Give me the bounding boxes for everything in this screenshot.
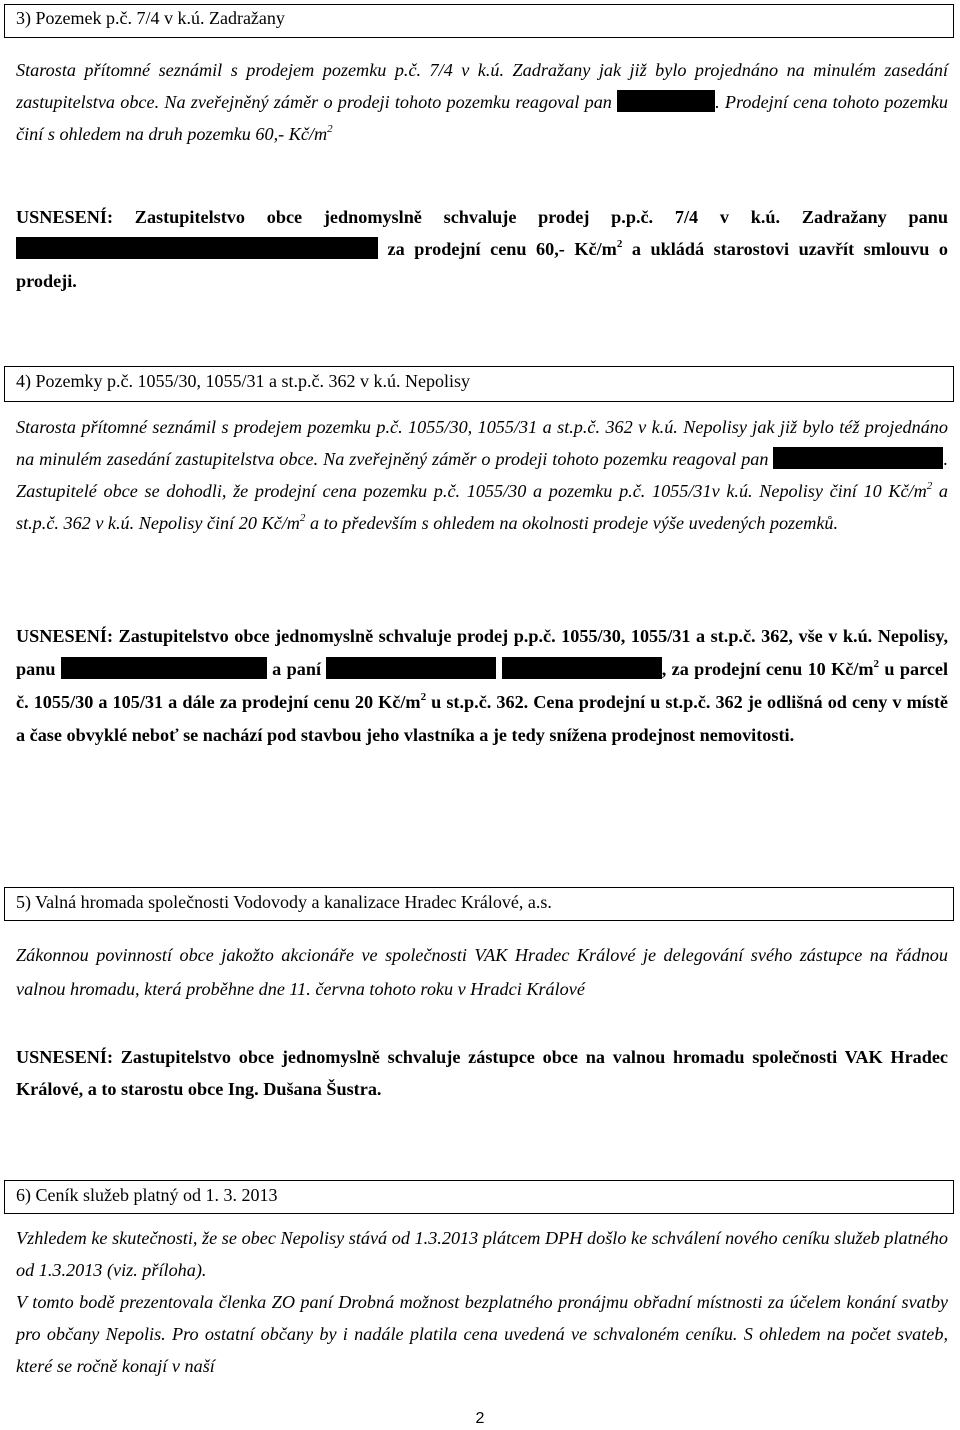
resolution-text-d: u parcel č. 1055/30 a 105/31 a dále za prodejní cenu 20 Kč/m	[16, 659, 949, 712]
redacted-name	[326, 657, 496, 679]
section-4-text-a: Starosta přítomné seznámil s prodejem pozemku p.č. 1055/30, 1055/31 a st.p.č. 362 v k.ú. Nepolisy jak již bylo též projednáno na minulém zasedání zastupitelstva obce. Na zveřejněný záměr o prodeji tohoto pozemku reagoval pan	[16, 417, 948, 469]
superscript: 2	[327, 123, 333, 135]
section-5-resolution: USNESENÍ: Zastupitelstvo obce jednomyslně schvaluje zástupce obce na valnou hromadu společnosti VAK Hradec Králové, a to starostu obce Ing. Dušana Šustra.	[16, 1047, 948, 1099]
superscript: 2	[616, 238, 623, 250]
section-3-text-b: . Prodejní cena tohoto pozemku činí s ohledem na druh pozemku 60,- Kč/m	[16, 92, 949, 144]
superscript: 2	[873, 658, 880, 670]
resolution-text-b: a paní	[272, 659, 321, 679]
section-4-text-d: a to především s ohledem na okolnosti prodeje výše uvedených pozemků.	[309, 513, 839, 533]
section-5-heading: 5) Valná hromada společnosti Vodovody a kanalizace Hradec Králové, a.s.	[16, 892, 552, 912]
section-4-text-c: a st.p.č. 362 v k.ú. Nepolisy činí 20 Kč/m	[16, 481, 949, 533]
section-4-text-b: . Zastupitelé obce se dohodli, že prodejní cena pozemku p.č. 1055/30 a pozemku p.č. 1055/31v k.ú. Nepolisy činí 10 Kč/m	[16, 449, 948, 501]
page-number: 2	[475, 1410, 485, 1427]
section-5-paragraph: Zákonnou povinností obce jakožto akcionáře ve společnosti VAK Hradec Králové je delegování svého zástupce na řádnou valnou hromadu, která proběhne dne 11. června tohoto roku v Hradci Králové	[16, 945, 948, 999]
section-4-resolution	[16, 620, 948, 752]
redacted-name	[773, 447, 943, 469]
resolution-text-c: , za prodejní cenu 10 Kč/m	[661, 659, 874, 679]
resolution-text-a: USNESENÍ: Zastupitelstvo obce jednomyslně schvaluje prodej p.p.č. 1055/30, 1055/31 a st.p.č. 362, vše v k.ú. Nepolisy, panu	[16, 626, 948, 679]
superscript: 2	[420, 691, 427, 703]
redacted-name	[617, 90, 715, 112]
section-3-heading: 3) Pozemek p.č. 7/4 v k.ú. Zadražany	[16, 8, 285, 28]
section-4-paragraph	[16, 411, 948, 539]
resolution-text-d: a ukládá starostovi uzavřít smlouvu o prodeji.	[16, 239, 949, 291]
resolution-text-e: u st.p.č. 362. Cena prodejní u st.p.č. 362 je odlišná od ceny v místě a čase obvyklé neboť se nachází pod stavbou jeho vlastníka a je tedy snížena prodejnost nemovitosti.	[16, 692, 949, 745]
section-3-paragraph	[16, 54, 948, 150]
section-6-paragraph-2: V tomto bodě prezentovala členka ZO paní Drobná možnost bezplatného pronájmu obřadní místnosti za účelem konání svatby pro občany Nepolis. Pro ostatní občany by i nadále platila cena uvedená ve schvaloném ceníku. S ohledem na počet svateb, které se ročně konají v naší	[16, 1292, 948, 1376]
superscript: 2	[926, 480, 933, 492]
redacted-name	[61, 657, 267, 679]
section-3-text-a: Starosta přítomné seznámil s prodejem pozemku p.č. 7/4 v k.ú. Zadražany jak již bylo projednáno na minulém zasedání zastupitelstva obce. Na zveřejněný záměr o prodeji tohoto pozemku reagoval pan	[16, 60, 948, 112]
section-4-heading: 4) Pozemky p.č. 1055/30, 1055/31 a st.p.č. 362 v k.ú. Nepolisy	[16, 371, 470, 391]
section-6-heading: 6) Ceník služeb platný od 1. 3. 2013	[16, 1185, 278, 1205]
resolution-text-a: USNESENÍ: Zastupitelstvo obce jednomyslně schvaluje prodej p.p.č. 7/4 v k.ú. Zadražany	[16, 207, 887, 227]
resolution-text-b: panu	[908, 207, 948, 227]
redacted-name	[502, 657, 662, 679]
redacted-name	[16, 237, 378, 259]
section-6-paragraph-1: Vzhledem ke skutečnosti, že se obec Nepolisy stává od 1.3.2013 plátcem DPH došlo ke schválení nového ceníku služeb platného od 1.3.2013 (viz. příloha).	[16, 1228, 948, 1280]
resolution-text-c: za prodejní cenu 60,- Kč/m	[387, 239, 617, 259]
section-3-resolution	[16, 201, 948, 297]
superscript: 2	[299, 512, 306, 524]
